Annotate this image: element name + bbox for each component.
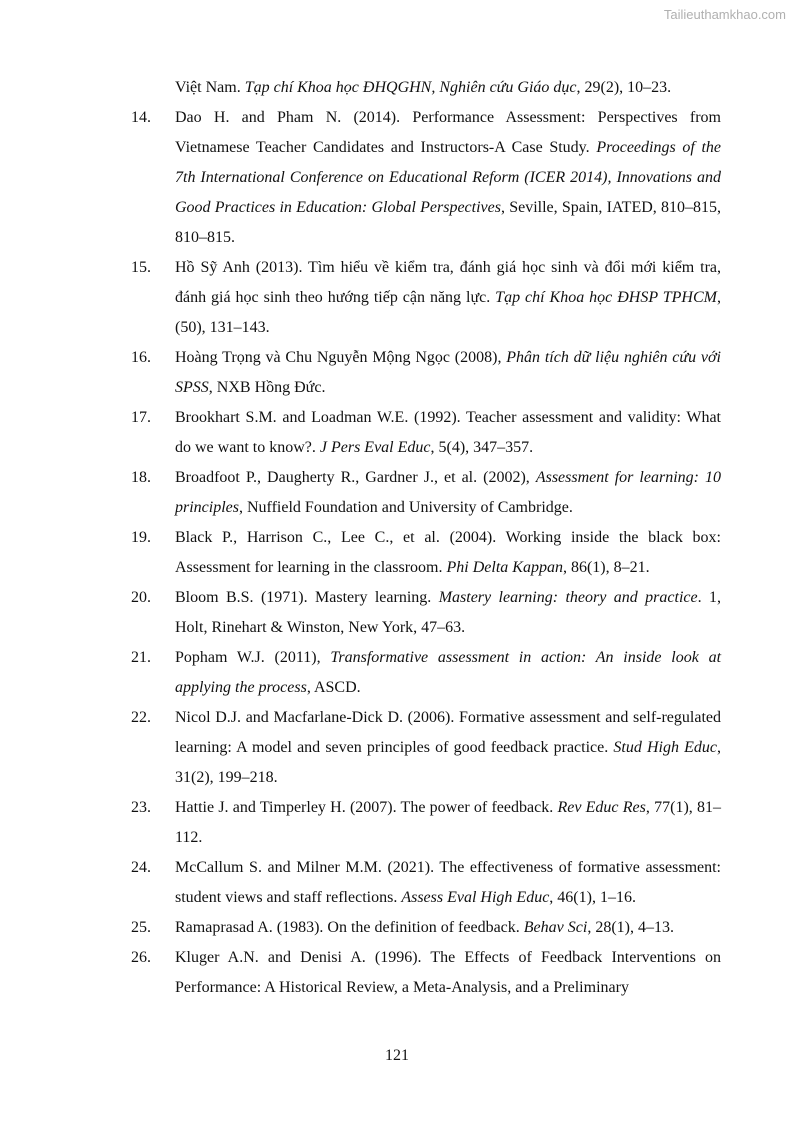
reference-item (131, 793, 721, 853)
reference-number: 21. (131, 649, 151, 666)
reference-number: 18. (131, 469, 151, 486)
reference-source: Assess Eval High Educ (401, 889, 550, 906)
reference-source: Proceedings of the 7th International Conference on Educational Reform (ICER 2014), Innovations and Good Practices in Education: Global Perspectives (175, 139, 722, 216)
reference-source: Tạp chí Khoa học ĐHSP TPHCM (495, 289, 717, 306)
reference-source: Assessment for learning: 10 principles (175, 469, 722, 516)
reference-details: , 86(1), 8–21. (562, 559, 650, 576)
reference-item (131, 253, 721, 343)
reference-number: 25. (131, 919, 151, 936)
reference-source: Phi Delta Kappan (446, 559, 563, 576)
reference-details: , 46(1), 1–16. (549, 889, 636, 906)
reference-item (131, 913, 721, 943)
reference-item (131, 583, 721, 643)
reference-item (131, 643, 721, 703)
reference-number: 20. (131, 589, 151, 606)
reference-text: Bloom B.S. (1971). Mastery learning. (175, 589, 439, 606)
reference-text: Hattie J. and Timperley H. (2007). The power of feedback. (175, 799, 558, 816)
reference-text: Brookhart S.M. and Loadman W.E. (1992). Teacher assessment and validity: What do we want to know?. (175, 409, 721, 456)
reference-item (131, 943, 721, 1003)
reference-item (131, 523, 721, 583)
reference-item (131, 343, 721, 403)
reference-details: , 29(2), 10–23. (576, 79, 672, 96)
reference-source: Behav Sci (523, 919, 588, 936)
reference-text: Ramaprasad A. (1983). On the definition of feedback. (175, 919, 524, 936)
reference-details: , Nuffield Foundation and University of Cambridge. (239, 499, 573, 516)
reference-details: , 31(2), 199–218. (175, 739, 721, 786)
reference-details: , Seville, Spain, IATED, 810–815, 810–815. (175, 199, 722, 246)
reference-text: McCallum S. and Milner M.M. (2021). The effectiveness of formative assessment: student views and staff reflections. (175, 859, 721, 906)
reference-source: J Pers Eval Educ (319, 439, 431, 456)
reference-details: , 28(1), 4–13. (587, 919, 674, 936)
reference-item (131, 103, 721, 253)
reference-text: Kluger A.N. and Denisi A. (1996). The Effects of Feedback Interventions on Performance: A Historical Review, a Meta-Analysis, and a Preliminary (175, 949, 721, 996)
reference-item (131, 703, 721, 793)
reference-list (131, 73, 721, 1003)
reference-details: , 77(1), 81–112. (175, 799, 722, 846)
reference-text: Hoàng Trọng và Chu Nguyễn Mộng Ngọc (2008), (175, 349, 507, 366)
reference-source: Stud High Educ (613, 739, 717, 756)
reference-details: , NXB Hồng Đức. (208, 379, 326, 396)
reference-number: 14. (131, 109, 151, 126)
reference-number: 24. (131, 859, 151, 876)
reference-number: 19. (131, 529, 151, 546)
reference-details: , (50), 131–143. (175, 289, 721, 336)
page-number: 121 (385, 1047, 409, 1064)
reference-number: 15. (131, 259, 151, 276)
watermark: Tailieuthamkhao.com (663, 7, 786, 22)
reference-source: Phân tích dữ liệu nghiên cứu với SPSS (175, 349, 721, 396)
reference-text: Dao H. and Pham N. (2014). Performance Assessment: Perspectives from Vietnamese Teacher Candidates and Instructors-A Case Study. (175, 109, 721, 156)
reference-text: Popham W.J. (2011), (175, 649, 331, 666)
reference-text: Hồ Sỹ Anh (2013). Tìm hiểu về kiểm tra, đánh giá học sinh và đổi mới kiểm tra, đánh giá học sinh theo hướng tiếp cận năng lực. (175, 259, 721, 306)
reference-text: Broadfoot P., Daugherty R., Gardner J., et al. (2002), (175, 469, 536, 486)
reference-details: , 5(4), 347–357. (430, 439, 534, 456)
reference-item (131, 853, 721, 913)
reference-source: Transformative assessment in action: An inside look at applying the process (175, 649, 722, 696)
reference-number: 23. (131, 799, 151, 816)
reference-text: Black P., Harrison C., Lee C., et al. (2004). Working inside the black box: Assessment for learning in the classroom. (175, 529, 721, 576)
reference-number: 22. (131, 709, 151, 726)
reference-source: Tạp chí Khoa học ĐHQGHN, Nghiên cứu Giáo dục (244, 79, 577, 96)
reference-item (131, 73, 721, 103)
reference-details: . 1, Holt, Rinehart & Winston, New York, 47–63. (175, 589, 722, 636)
reference-number: 26. (131, 949, 151, 966)
reference-number: 16. (131, 349, 151, 366)
reference-details: , ASCD. (306, 679, 361, 696)
reference-item (131, 463, 721, 523)
reference-text: Nicol D.J. and Macfarlane-Dick D. (2006). Formative assessment and self-regulated learning: A model and seven principles of good feedback practice. (175, 709, 721, 756)
reference-source: Rev Educ Res (557, 799, 646, 816)
reference-text: Việt Nam. (175, 79, 245, 96)
reference-number: 17. (131, 409, 151, 426)
reference-item (131, 403, 721, 463)
reference-source: Mastery learning: theory and practice (438, 589, 698, 606)
